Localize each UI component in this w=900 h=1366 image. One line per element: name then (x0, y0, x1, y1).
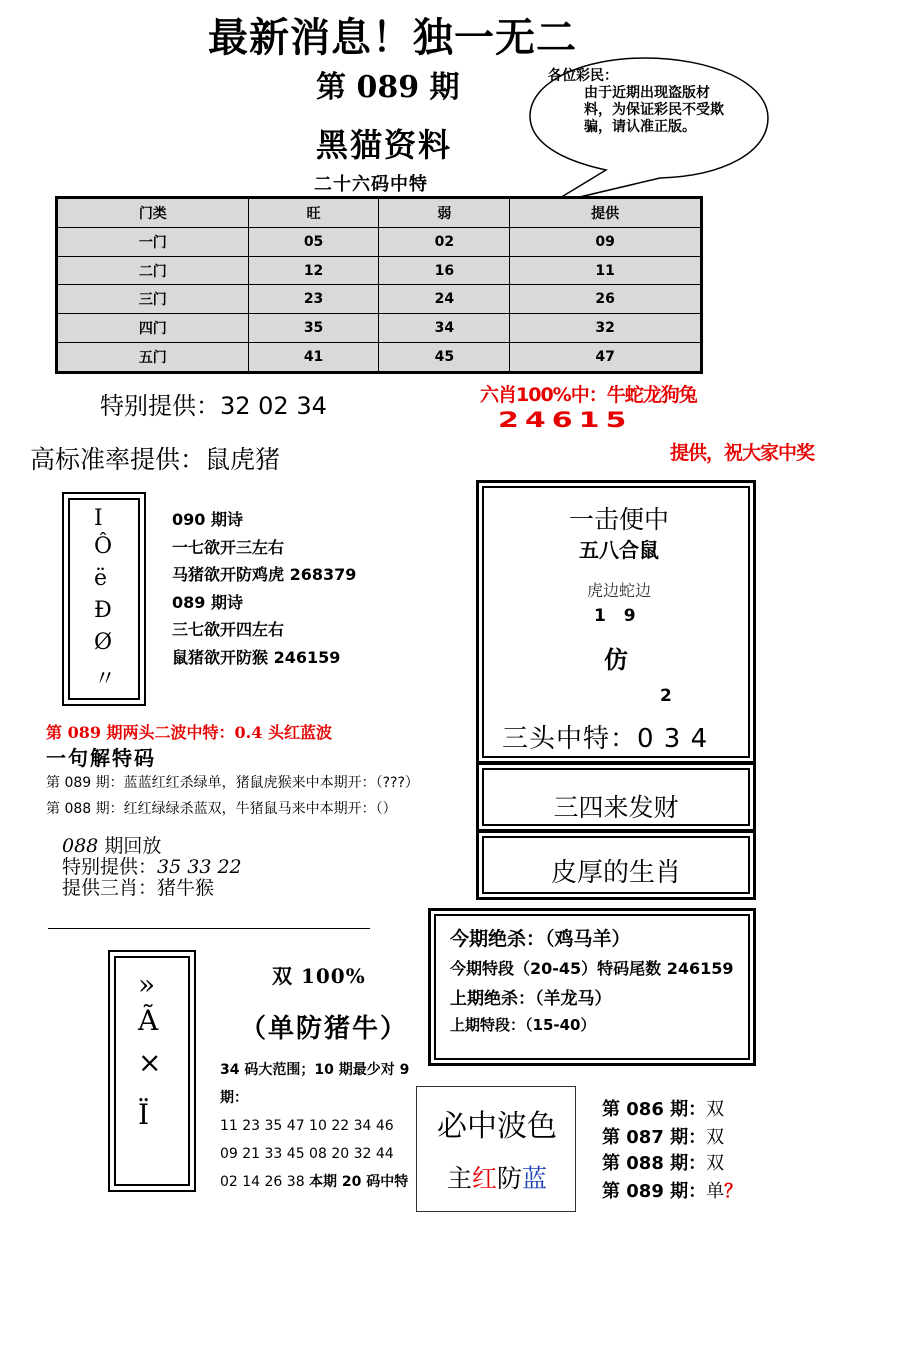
table-cell: 二门 (57, 256, 249, 285)
history-item (602, 1096, 724, 1123)
table-header-cell: 门类 (57, 198, 249, 228)
special-offer: 特别提供：32 02 34 (100, 392, 327, 420)
notice-body: 由于近期出现盗版材料，为保证彩民不受欺骗，请认准正版。 (584, 85, 724, 135)
table-cell: 五门 (57, 342, 249, 372)
glyph: Ô (94, 534, 113, 559)
review-three: 提供三肖：猪牛猴 (62, 877, 215, 899)
range-row-last (220, 1168, 410, 1196)
document-subtitle: 二十六码中特 (314, 174, 428, 195)
range-block (220, 1056, 410, 1196)
thick-zodiac: 皮厚的生肖 (550, 858, 681, 888)
history-label: 第 089 期： (602, 1181, 707, 1202)
range-row: 02 14 26 38 (220, 1174, 305, 1190)
table-cell: 三门 (57, 285, 249, 314)
glyph: Ø (94, 630, 113, 655)
table-row (57, 256, 702, 285)
three-head: 三头中特：0 3 4 (502, 724, 709, 754)
table-cell: 41 (248, 342, 379, 372)
review-title (62, 836, 242, 857)
fortune-box-inner (482, 768, 750, 826)
wave-main: 主 (446, 1164, 472, 1193)
sentence-line: 第 089 期：蓝蓝红红杀绿单，猪鼠虎猴来中本期开：（???） (46, 775, 419, 791)
table-cell: 23 (248, 285, 379, 314)
range-head: 34 码大范围；10 期最少对 9 期： (220, 1062, 410, 1106)
glyph: Ã (138, 1004, 159, 1037)
table-cell: 12 (248, 256, 379, 285)
poem-line: 一七欲开三左右 (172, 537, 285, 557)
zodiac-box (476, 830, 756, 900)
table-header-cell: 弱 (379, 198, 510, 228)
table-cell: 02 (379, 228, 510, 257)
table-cell: 32 (510, 314, 702, 343)
history-label: 第 088 期： (602, 1153, 707, 1174)
wave-main-color: 红 (471, 1164, 497, 1193)
six-zodiac: 六肖100%中：牛蛇龙狗兔 (480, 384, 697, 406)
poem-line: 089 期诗 (172, 592, 243, 612)
history-item (602, 1178, 742, 1205)
divider (48, 928, 370, 929)
hit-fang: 仿 (604, 645, 628, 674)
bottom-glyph-box-inner (114, 956, 190, 1186)
double-text: 双 100% (272, 964, 366, 988)
kill-line: 上期特段：（15-40） (450, 1016, 596, 1034)
table-header-cell: 提供 (510, 198, 702, 228)
glyph: » (138, 968, 156, 1001)
table-row (57, 314, 702, 343)
wave-guard-color: 蓝 (522, 1164, 548, 1193)
review-special-label: 特别提供： (62, 856, 158, 878)
table-cell: 34 (379, 314, 510, 343)
table-cell: 35 (248, 314, 379, 343)
notice-greeting: 各位彩民： (548, 68, 618, 84)
table-cell: 45 (379, 342, 510, 372)
hit-sub: 五八合鼠 (579, 538, 659, 562)
fortune-box (476, 762, 756, 832)
table-cell: 09 (510, 228, 702, 257)
history-label: 第 086 期： (602, 1099, 707, 1120)
two-head-text: 第 089 期两头二波中特：0.4 头红蓝波 (46, 723, 332, 742)
hit-side: 虎边蛇边 (586, 581, 651, 600)
table-row (57, 285, 702, 314)
fortune-text: 三四来发财 (553, 793, 679, 822)
poem-line: 鼠猪欲开防猴 246159 (172, 647, 341, 667)
wave-guard: 防 (497, 1164, 523, 1193)
table-header-cell: 旺 (248, 198, 379, 228)
table-cell: 47 (510, 342, 702, 372)
poem-line: 090 期诗 (172, 510, 243, 529)
vertical-glyph-box (62, 492, 146, 706)
page-title: 最新消息！独一无二 (208, 14, 577, 61)
history-item (602, 1150, 724, 1177)
history-value: 双 (706, 1127, 725, 1148)
one-sentence-title: 一句解特码 (46, 746, 156, 770)
issue-number: 第 089 期 (316, 70, 460, 105)
glyph: ë (94, 566, 108, 591)
guard-text: （单防猪牛） (240, 1014, 409, 1044)
table-cell: 11 (510, 256, 702, 285)
kill-line: 上期绝杀：（羊龙马） (450, 989, 612, 1009)
review-issue: 088 (62, 835, 99, 857)
review-block (62, 836, 242, 899)
table-row (57, 342, 702, 372)
poem-line: 三七欲开四左右 (172, 620, 285, 640)
table-cell: 05 (248, 228, 379, 257)
notice-text (548, 68, 728, 155)
bottom-glyph-box (108, 950, 196, 1192)
zodiac-box-inner (482, 836, 750, 894)
glyph: × (138, 1046, 162, 1079)
kill-line: 今期特段（20-45）特码尾数 246159 (450, 959, 734, 978)
history-value: 单 (706, 1181, 725, 1202)
hit-box (476, 480, 756, 764)
history-value: 双 (706, 1153, 725, 1174)
hit-two: 2 (660, 686, 672, 706)
history-item (602, 1124, 724, 1151)
glyph: 〃 (94, 667, 117, 692)
six-number: 24615 (498, 408, 633, 433)
glyph: Ï (138, 1098, 150, 1131)
hit-title: 一击便中 (568, 505, 669, 534)
range-row: 09 21 33 45 08 20 32 44 (220, 1146, 394, 1162)
range-tail: 本期 20 码中特 (309, 1174, 409, 1190)
wave-box (416, 1086, 576, 1212)
table-header-row (57, 198, 702, 228)
table-cell: 一门 (57, 228, 249, 257)
hit-box-inner (482, 486, 750, 758)
high-accuracy: 高标准率提供：鼠虎猪 (30, 445, 281, 474)
wave-sub (417, 1159, 577, 1195)
history-label: 第 087 期： (602, 1127, 707, 1148)
door-table (55, 196, 703, 374)
table-cell: 24 (379, 285, 510, 314)
table-cell: 16 (379, 256, 510, 285)
poem-line: 马猪欲开防鸡虎 268379 (172, 565, 357, 585)
document-title: 黑猫资料 (316, 126, 453, 164)
table-row (57, 228, 702, 257)
table-cell: 26 (510, 285, 702, 314)
vertical-glyph-box-inner (68, 498, 140, 700)
kill-line: 今期绝杀：（鸡马羊） (450, 928, 631, 950)
table-cell: 四门 (57, 314, 249, 343)
review-special-value: 35 33 22 (157, 856, 242, 878)
review-title-suffix: 期回放 (104, 835, 162, 857)
sentence-line: 第 088 期：红红绿绿杀蓝双，牛猪鼠马来中本期开：（） (46, 801, 397, 817)
glyph: Ι (94, 506, 103, 531)
glyph: Ð (94, 598, 112, 623)
history-value: 双 (706, 1099, 725, 1120)
hit-numbers: 1 9 (594, 606, 636, 626)
history-mark: ？ (724, 1181, 743, 1202)
review-special (62, 857, 242, 878)
range-row: 11 23 35 47 10 22 34 46 (220, 1118, 394, 1134)
thanks-text: 提供，祝大家中奖 (670, 442, 815, 464)
poem-block (172, 506, 356, 672)
wave-title: 必中波色 (437, 1109, 557, 1144)
